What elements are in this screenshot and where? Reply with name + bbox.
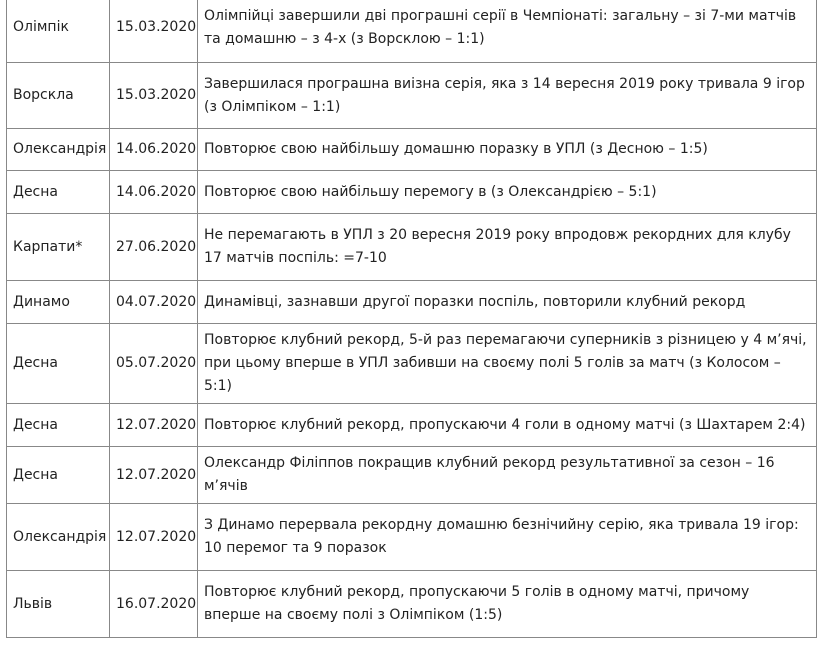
description-cell: Олександр Філіппов покращив клубний рекорд результативної за сезон – 16 м’ячів (198, 447, 817, 504)
table-row (7, 404, 817, 447)
table-row (7, 129, 817, 171)
team-cell: Карпати* (7, 214, 110, 281)
description-cell: Повторює клубний рекорд, пропускаючи 5 голів в одному матчі, причому вперше на своєму полі з Олімпіком (1:5) (198, 571, 817, 638)
date-cell: 12.07.2020 (110, 447, 198, 504)
table-row (7, 324, 817, 404)
description-cell: Не перемагають в УПЛ з 20 вересня 2019 року впродовж рекордних для клубу 17 матчів поспіль: =7-10 (198, 214, 817, 281)
date-cell: 12.07.2020 (110, 504, 198, 571)
date-cell: 27.06.2020 (110, 214, 198, 281)
date-cell: 14.06.2020 (110, 129, 198, 171)
table-row (7, 504, 817, 571)
description-cell: Повторює свою найбільшу перемогу в (з Олександрією – 5:1) (198, 171, 817, 214)
team-cell: Десна (7, 171, 110, 214)
team-cell: Ворскла (7, 63, 110, 129)
date-cell: 04.07.2020 (110, 281, 198, 324)
description-cell: Повторює свою найбільшу домашню поразку в УПЛ (з Десною – 1:5) (198, 129, 817, 171)
team-cell: Десна (7, 324, 110, 404)
table-row (7, 281, 817, 324)
team-cell: Десна (7, 447, 110, 504)
team-cell: Десна (7, 404, 110, 447)
records-table (6, 0, 817, 638)
table-row (7, 171, 817, 214)
table-row (7, 63, 817, 129)
description-cell: З Динамо перервала рекордну домашню безнічийну серію, яка тривала 19 ігор: 10 перемог та 9 поразок (198, 504, 817, 571)
team-cell: Динамо (7, 281, 110, 324)
table-row (7, 0, 817, 63)
description-cell: Повторює клубний рекорд, 5-й раз перемагаючи суперників з різницею у 4 м’ячі, при цьому вперше в УПЛ забивши на своєму полі 5 голів за матч (з Колосом – 5:1) (198, 324, 817, 404)
description-cell: Динамівці, зазнавши другої поразки поспіль, повторили клубний рекорд (198, 281, 817, 324)
team-cell: Львів (7, 571, 110, 638)
date-cell: 16.07.2020 (110, 571, 198, 638)
description-cell: Олімпійці завершили дві програшні серії в Чемпіонаті: загальну – зі 7-ми матчів та домашню – з 4-х (з Ворсклою – 1:1) (198, 0, 817, 63)
date-cell: 15.03.2020 (110, 63, 198, 129)
description-cell: Завершилася програшна виізна серія, яка з 14 вересня 2019 року тривала 9 ігор (з Олімпіком – 1:1) (198, 63, 817, 129)
date-cell: 14.06.2020 (110, 171, 198, 214)
table-row (7, 571, 817, 638)
team-cell: Олександрія (7, 504, 110, 571)
date-cell: 12.07.2020 (110, 404, 198, 447)
table-row (7, 447, 817, 504)
description-cell: Повторює клубний рекорд, пропускаючи 4 голи в одному матчі (з Шахтарем 2:4) (198, 404, 817, 447)
table-row (7, 214, 817, 281)
date-cell: 05.07.2020 (110, 324, 198, 404)
team-cell: Олімпік (7, 0, 110, 63)
date-cell: 15.03.2020 (110, 0, 198, 63)
team-cell: Олександрія (7, 129, 110, 171)
